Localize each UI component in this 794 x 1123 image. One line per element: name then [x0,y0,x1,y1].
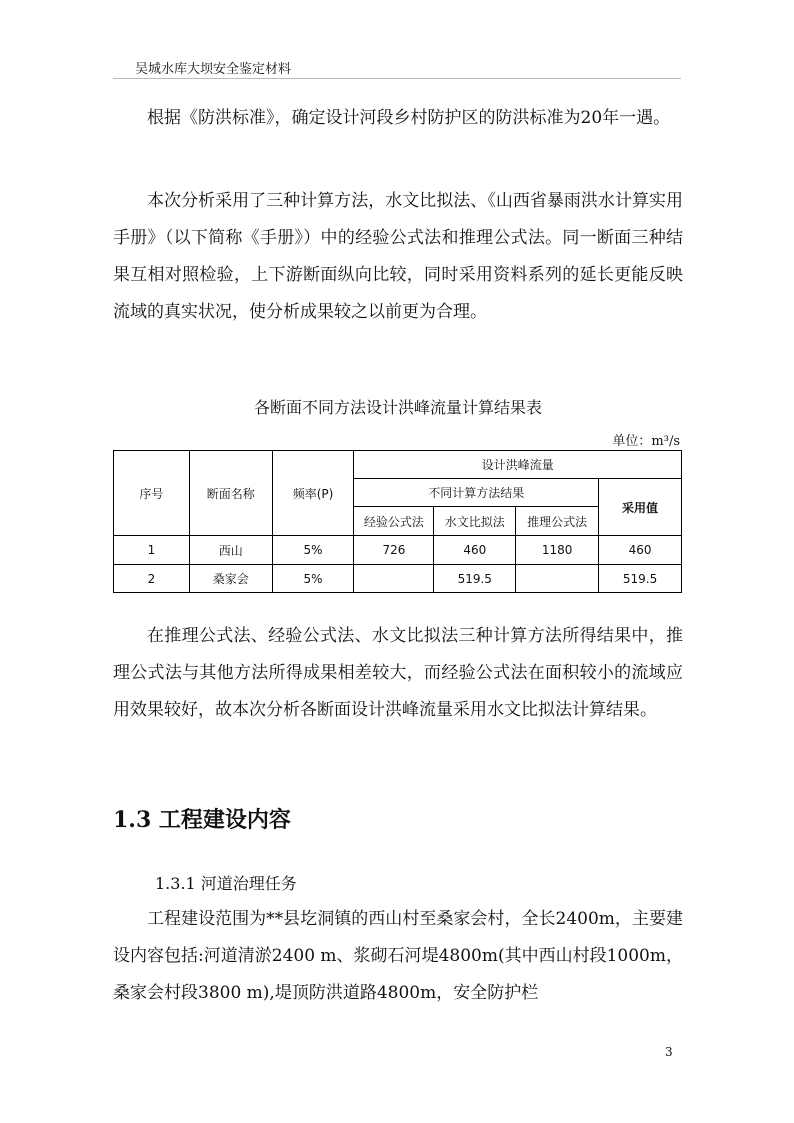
paragraph-methods: 本次分析采用了三种计算方法，水文比拟法、《山西省暴雨洪水计算实用手册》（以下简称《手册》）中的经验公式法和推理公式法。同一断面三种结果互相对照检验，上下游断面纵向比较，同时采用资料系列的延长更能反映流域的真实状况，使分析成果较之以前更为合理。 [113,191,683,322]
cell-freq: 5% [272,536,354,565]
cell-freq: 5% [272,565,354,593]
header-methods-group: 不同计算方法结果 [354,479,599,507]
header-rational: 推理公式法 [516,507,599,536]
cell-seq: 2 [114,565,190,593]
subsection-heading: 1.3.1 河道治理任务 [155,874,297,893]
document-header: 吴城水库大坝安全鉴定材料 [135,62,292,77]
header-rule [113,78,681,79]
header-adopted: 采用值 [599,479,682,536]
table-row [114,565,682,593]
header-design-flow: 设计洪峰流量 [354,451,682,479]
header-frequency: 频率(P) [272,451,354,536]
cell-adopted: 519.5 [599,565,682,593]
header-hydrologic: 水文比拟法 [434,507,516,536]
cell-empirical [354,565,434,593]
cell-hydrologic: 460 [434,536,516,565]
header-section-name: 断面名称 [189,451,272,536]
cell-name: 桑家会 [189,565,272,593]
paragraph-flood-standard: 根据《防洪标准》，确定设计河段乡村防护区的防洪标准为20年一遇。 [147,108,671,128]
table-unit: 单位：m³/s [612,434,680,449]
cell-adopted: 460 [599,536,682,565]
flood-peak-table [113,450,682,593]
paragraph-conclusion: 在推理公式法、经验公式法、水文比拟法三种计算方法所得结果中，推理公式法与其他方法所得成果相差较大，而经验公式法在面积较小的流域应用效果较好，故本次分析各断面设计洪峰流量采用水文比拟法计算结果。 [113,626,683,720]
cell-rational [516,565,599,593]
cell-name: 西山 [189,536,272,565]
cell-rational: 1180 [516,536,599,565]
page-number: 3 [665,1045,673,1059]
section-heading: 1.3 工程建设内容 [113,807,291,833]
header-empirical: 经验公式法 [354,507,434,536]
cell-hydrologic: 519.5 [434,565,516,593]
cell-seq: 1 [114,536,190,565]
cell-empirical: 726 [354,536,434,565]
table-title: 各断面不同方法设计洪峰流量计算结果表 [253,398,542,417]
paragraph-scope: 工程建设范围为**县圪洞镇的西山村至桑家会村，全长2400m，主要建设内容包括:河道清淤2400 m、浆砌石河堤4800m(其中西山村段1000m，桑家会村段3800 m),堤顶防洪道路4800m，安全防护栏 [113,909,683,1003]
table-row [114,536,682,565]
header-seq: 序号 [114,451,190,536]
